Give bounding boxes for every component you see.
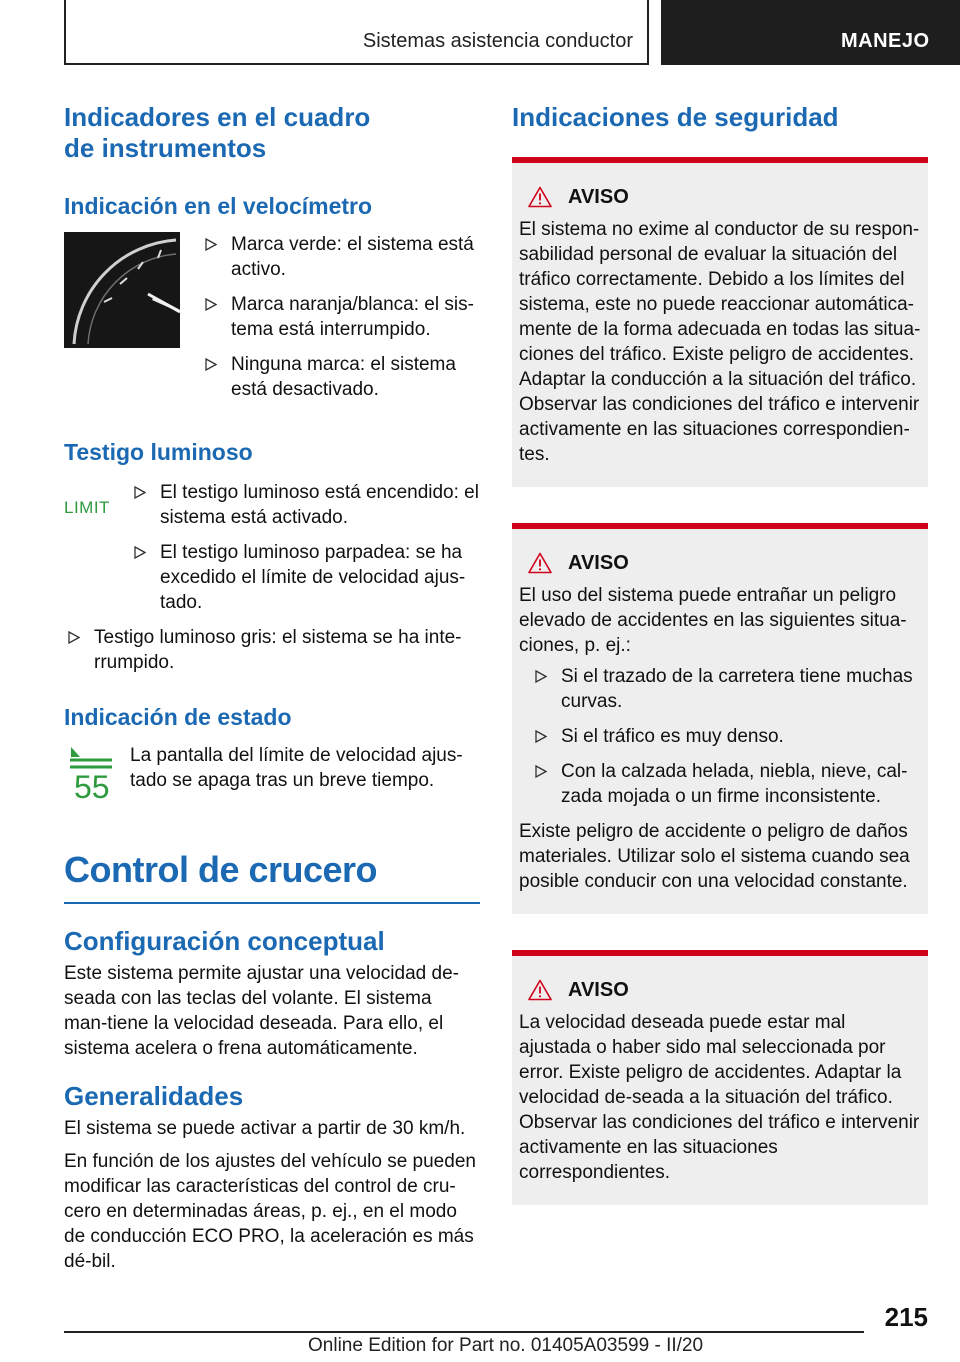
speedometer-image bbox=[64, 232, 180, 348]
warning-label: AVISO bbox=[568, 978, 629, 1001]
triangle-bullet-icon bbox=[535, 765, 547, 778]
warning-header bbox=[519, 974, 922, 1006]
warning-outro: Existe peligro de accidente o peligro de daños materiales. Utilizar solo el sistema cuando sea posible conducir con una velocidad constante. bbox=[519, 821, 910, 892]
list-item: Ninguna marca: el sistema está desactivado. bbox=[201, 352, 480, 402]
left-column bbox=[64, 102, 480, 1274]
warning-label: AVISO bbox=[568, 185, 629, 208]
warning-header bbox=[519, 547, 922, 579]
header-chapter-tab bbox=[661, 0, 960, 65]
warning-intro: El uso del sistema puede entrañar un peligro elevado de accidentes en las siguientes situa‐ciones, p. ej.: bbox=[519, 585, 907, 656]
warning-triangle-icon bbox=[528, 979, 552, 1001]
list-item: Marca verde: el sistema está activo. bbox=[201, 232, 480, 282]
section-title-safety: Indicaciones de seguridad bbox=[512, 102, 839, 132]
header-section-title: Sistemas asistencia conductor bbox=[362, 30, 633, 52]
indicator-lamp-list bbox=[130, 480, 480, 625]
footer-edition: Online Edition for Part no. 01405A03599 - II/20 bbox=[308, 1335, 704, 1356]
status-display-row bbox=[64, 743, 480, 808]
header-chapter-label: MANEJO bbox=[841, 30, 930, 52]
triangle-bullet-icon bbox=[205, 298, 217, 311]
warning-triangle-icon bbox=[528, 186, 552, 208]
heading-status-display: Indicación de estado bbox=[64, 704, 292, 730]
warning-text: La velocidad deseada puede estar mal ajustada o haber sido mal seleccionada por error. Existe peligro de accidentes. Adaptar la velocidad de‐seada a la situación del tráfico. Observar las condiciones del tráfico e intervenir activamente en las situaciones correspondientes. bbox=[519, 1012, 920, 1183]
list-item: Si el trazado de la carretera tiene muchas curvas. bbox=[531, 664, 922, 714]
heading-concept: Configuración conceptual bbox=[64, 926, 385, 956]
page-number: 215 bbox=[884, 1302, 928, 1332]
list-item: Testigo luminoso gris: el sistema se ha inte‐rrumpido. bbox=[64, 625, 480, 675]
list-item: El testigo luminoso está encendido: el sistema está activado. bbox=[130, 480, 480, 530]
triangle-bullet-icon bbox=[205, 358, 217, 371]
limit-lamp-figure bbox=[64, 480, 130, 625]
indicator-lamp-row bbox=[64, 480, 480, 625]
list-item: Marca naranja/blanca: el sis‐tema está interrumpido. bbox=[201, 292, 480, 342]
speedometer-list bbox=[201, 232, 480, 412]
triangle-bullet-icon bbox=[68, 631, 80, 644]
heading-speedometer: Indicación en el velocímetro bbox=[64, 193, 373, 219]
list-item: Si el tráfico es muy denso. bbox=[531, 724, 922, 749]
list-item: Con la calzada helada, niebla, nieve, cal‐zada mojada o un firme inconsistente. bbox=[531, 759, 922, 809]
triangle-bullet-icon bbox=[134, 546, 146, 559]
speed-limit-status-icon bbox=[64, 743, 122, 803]
warning-triangle-icon bbox=[528, 552, 552, 574]
warning-box-1 bbox=[512, 157, 928, 487]
heading-general: Generalidades bbox=[64, 1081, 244, 1111]
list-item: El testigo luminoso parpadea: se ha excedido el límite de velocidad ajus‐tado. bbox=[130, 540, 480, 615]
indicator-lamp-extra-list bbox=[64, 625, 480, 675]
right-column bbox=[512, 102, 928, 1205]
heading-indicator-lamp: Testigo luminoso bbox=[64, 439, 253, 465]
warning-header bbox=[519, 181, 922, 213]
limit-lamp-icon: LIMIT bbox=[64, 498, 110, 517]
warning-text: El sistema no exime al conductor de su respon‐sabilidad personal de evaluar la situación del tráfico correctamente. Debido a los límites del sistema, este no puede reaccionar automática‐mente de la forma adecuada en todas las situa‐ciones del tráfico. Existe peligro de accidentes. Adaptar la conducción a la situación del tráfico. Observar las condiciones del tráfico e intervenir activamente en las situaciones correspondien‐tes. bbox=[519, 219, 921, 465]
speedometer-row bbox=[64, 232, 480, 412]
general-paragraph-1: El sistema se puede activar a partir de 30 km/h. bbox=[64, 1118, 466, 1139]
status-icon-number: 55 bbox=[74, 769, 110, 803]
status-display-text: La pantalla del límite de velocidad ajus‐tado se apaga tras un breve tiempo. bbox=[130, 745, 463, 791]
general-paragraph-2: En función de los ajustes del vehículo se pueden modificar las características del control de cru‐cero en determinadas áreas, p. ej., en el modo de conducción ECO PRO, la aceleración es más dé‐bil. bbox=[64, 1151, 476, 1272]
title-underline bbox=[64, 902, 480, 904]
status-icon-figure bbox=[64, 743, 130, 808]
warning-box-3 bbox=[512, 950, 928, 1205]
footer-rule bbox=[64, 1331, 864, 1333]
triangle-bullet-icon bbox=[535, 670, 547, 683]
speedometer-figure bbox=[64, 232, 201, 412]
concept-paragraph: Este sistema permite ajustar una velocidad de‐seada con las teclas del volante. El sistema man‐tiene la velocidad deseada. Para ello, el sistema acelera o frena automáticamente. bbox=[64, 963, 459, 1059]
chapter-title-cruise-control: Control de crucero bbox=[64, 849, 378, 890]
warning-box-2 bbox=[512, 523, 928, 914]
header-section-box bbox=[64, 0, 649, 65]
triangle-bullet-icon bbox=[535, 730, 547, 743]
triangle-bullet-icon bbox=[205, 238, 217, 251]
triangle-bullet-icon bbox=[134, 486, 146, 499]
warning-label: AVISO bbox=[568, 551, 629, 574]
warning-list bbox=[531, 664, 922, 809]
section-title-indicators: Indicadores en el cuadro de instrumentos bbox=[64, 102, 371, 163]
